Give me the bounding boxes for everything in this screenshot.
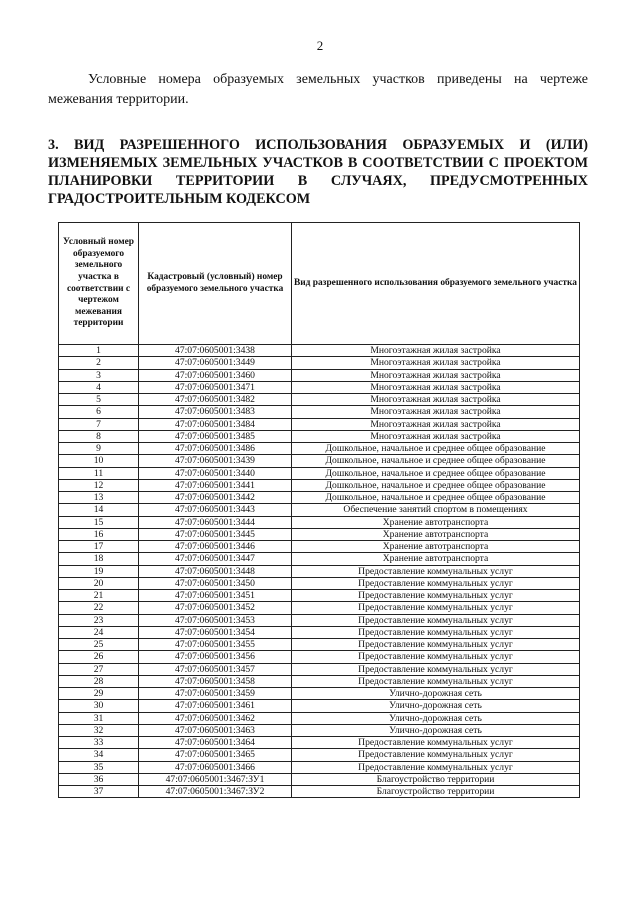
header-permitted-use: Вид разрешенного использования образуемого земельного участка xyxy=(292,223,580,345)
permitted-use-cell: Хранение автотранспорта xyxy=(292,516,580,528)
table-row xyxy=(59,602,580,614)
permitted-use-cell: Многоэтажная жилая застройка xyxy=(292,406,580,418)
parcel-number-cell: 21 xyxy=(59,590,139,602)
permitted-use-cell: Обеспечение занятий спортом в помещениях xyxy=(292,504,580,516)
permitted-use-cell: Улично-дорожная сеть xyxy=(292,700,580,712)
table-row xyxy=(59,381,580,393)
parcel-number-cell: 33 xyxy=(59,737,139,749)
table-row xyxy=(59,394,580,406)
parcel-number-cell: 19 xyxy=(59,565,139,577)
permitted-use-cell: Хранение автотранспорта xyxy=(292,553,580,565)
permitted-use-cell: Дошкольное, начальное и среднее общее образование xyxy=(292,443,580,455)
cadastral-number-cell: 47:07:0605001:3452 xyxy=(139,602,292,614)
parcel-number-cell: 5 xyxy=(59,394,139,406)
table-header-row xyxy=(59,223,580,345)
table-row xyxy=(59,663,580,675)
parcel-number-cell: 30 xyxy=(59,700,139,712)
cadastral-number-cell: 47:07:0605001:3458 xyxy=(139,675,292,687)
table-row xyxy=(59,455,580,467)
cadastral-number-cell: 47:07:0605001:3455 xyxy=(139,639,292,651)
cadastral-number-cell: 47:07:0605001:3445 xyxy=(139,528,292,540)
parcel-number-cell: 9 xyxy=(59,443,139,455)
cadastral-number-cell: 47:07:0605001:3460 xyxy=(139,369,292,381)
parcel-number-cell: 27 xyxy=(59,663,139,675)
table-row xyxy=(59,479,580,491)
permitted-use-cell: Предоставление коммунальных услуг xyxy=(292,577,580,589)
parcel-number-cell: 8 xyxy=(59,430,139,442)
table-row xyxy=(59,651,580,663)
table-row xyxy=(59,369,580,381)
page-number: 2 xyxy=(316,38,324,53)
cadastral-number-cell: 47:07:0605001:3441 xyxy=(139,479,292,491)
cadastral-number-cell: 47:07:0605001:3461 xyxy=(139,700,292,712)
table-row xyxy=(59,749,580,761)
permitted-use-cell: Хранение автотранспорта xyxy=(292,541,580,553)
permitted-use-cell: Предоставление коммунальных услуг xyxy=(292,663,580,675)
table-row xyxy=(59,528,580,540)
permitted-use-cell: Дошкольное, начальное и среднее общее образование xyxy=(292,492,580,504)
table-row xyxy=(59,773,580,785)
header-cadastral-number: Кадастровый (условный) номер образуемого земельного участка xyxy=(139,223,292,345)
table-row xyxy=(59,737,580,749)
parcel-number-cell: 17 xyxy=(59,541,139,553)
table-row xyxy=(59,675,580,687)
parcel-number-cell: 28 xyxy=(59,675,139,687)
permitted-use-cell: Дошкольное, начальное и среднее общее образование xyxy=(292,467,580,479)
permitted-use-cell: Многоэтажная жилая застройка xyxy=(292,430,580,442)
table-row xyxy=(59,467,580,479)
parcel-number-cell: 16 xyxy=(59,528,139,540)
cadastral-number-cell: 47:07:0605001:3447 xyxy=(139,553,292,565)
parcel-number-cell: 13 xyxy=(59,492,139,504)
table-row xyxy=(59,590,580,602)
cadastral-number-cell: 47:07:0605001:3450 xyxy=(139,577,292,589)
parcel-number-cell: 23 xyxy=(59,614,139,626)
intro-paragraph: Условные номера образуемых земельных участков приведены на чертеже межевания территории. xyxy=(48,72,588,107)
permitted-use-cell: Предоставление коммунальных услуг xyxy=(292,651,580,663)
parcel-number-cell: 4 xyxy=(59,381,139,393)
permitted-use-cell: Улично-дорожная сеть xyxy=(292,688,580,700)
parcel-number-cell: 25 xyxy=(59,639,139,651)
parcel-number-cell: 36 xyxy=(59,773,139,785)
cadastral-number-cell: 47:07:0605001:3438 xyxy=(139,345,292,357)
cadastral-number-cell: 47:07:0605001:3444 xyxy=(139,516,292,528)
permitted-use-cell: Предоставление коммунальных услуг xyxy=(292,590,580,602)
permitted-use-cell: Многоэтажная жилая застройка xyxy=(292,381,580,393)
parcel-number-cell: 11 xyxy=(59,467,139,479)
table-row xyxy=(59,639,580,651)
cadastral-number-cell: 47:07:0605001:3484 xyxy=(139,418,292,430)
permitted-use-cell: Дошкольное, начальное и среднее общее образование xyxy=(292,455,580,467)
permitted-use-cell: Предоставление коммунальных услуг xyxy=(292,761,580,773)
table-row xyxy=(59,492,580,504)
permitted-use-cell: Многоэтажная жилая застройка xyxy=(292,369,580,381)
section-heading: 3. ВИД РАЗРЕШЕННОГО ИСПОЛЬЗОВАНИЯ ОБРАЗУЕМЫХ И (ИЛИ) ИЗМЕНЯЕМЫХ ЗЕМЕЛЬНЫХ УЧАСТКОВ В СООТВЕТСТВИИ С ПРОЕКТОМ ПЛАНИРОВКИ ТЕРРИТОРИИ В СЛУЧАЯХ, ПРЕДУСМОТРЕННЫХ ГРАДОСТРОИТЕЛЬНЫМ КОДЕКСОМ xyxy=(48,137,588,207)
table-row xyxy=(59,553,580,565)
table-row xyxy=(59,541,580,553)
permitted-use-cell: Хранение автотранспорта xyxy=(292,528,580,540)
permitted-use-cell: Предоставление коммунальных услуг xyxy=(292,614,580,626)
permitted-use-cell: Благоустройство территории xyxy=(292,786,580,798)
table-row xyxy=(59,626,580,638)
cadastral-number-cell: 47:07:0605001:3482 xyxy=(139,394,292,406)
permitted-use-cell: Улично-дорожная сеть xyxy=(292,712,580,724)
parcel-number-cell: 14 xyxy=(59,504,139,516)
cadastral-number-cell: 47:07:0605001:3456 xyxy=(139,651,292,663)
parcel-number-cell: 26 xyxy=(59,651,139,663)
cadastral-number-cell: 47:07:0605001:3467:ЗУ1 xyxy=(139,773,292,785)
table-row xyxy=(59,786,580,798)
table-row xyxy=(59,577,580,589)
cadastral-number-cell: 47:07:0605001:3459 xyxy=(139,688,292,700)
table-row xyxy=(59,724,580,736)
cadastral-number-cell: 47:07:0605001:3486 xyxy=(139,443,292,455)
cadastral-number-cell: 47:07:0605001:3448 xyxy=(139,565,292,577)
permitted-use-cell: Благоустройство территории xyxy=(292,773,580,785)
cadastral-number-cell: 47:07:0605001:3454 xyxy=(139,626,292,638)
cadastral-number-cell: 47:07:0605001:3485 xyxy=(139,430,292,442)
parcel-number-cell: 20 xyxy=(59,577,139,589)
table-row xyxy=(59,688,580,700)
parcel-number-cell: 29 xyxy=(59,688,139,700)
table-row xyxy=(59,761,580,773)
permitted-use-cell: Многоэтажная жилая застройка xyxy=(292,394,580,406)
cadastral-number-cell: 47:07:0605001:3465 xyxy=(139,749,292,761)
table-row xyxy=(59,418,580,430)
parcel-number-cell: 24 xyxy=(59,626,139,638)
permitted-use-cell: Предоставление коммунальных услуг xyxy=(292,749,580,761)
permitted-use-cell: Многоэтажная жилая застройка xyxy=(292,357,580,369)
cadastral-number-cell: 47:07:0605001:3453 xyxy=(139,614,292,626)
table-row xyxy=(59,357,580,369)
parcel-number-cell: 3 xyxy=(59,369,139,381)
table-row xyxy=(59,443,580,455)
table-row xyxy=(59,504,580,516)
parcel-number-cell: 22 xyxy=(59,602,139,614)
table-row xyxy=(59,345,580,357)
table-row xyxy=(59,430,580,442)
cadastral-number-cell: 47:07:0605001:3464 xyxy=(139,737,292,749)
table-row xyxy=(59,565,580,577)
cadastral-number-cell: 47:07:0605001:3471 xyxy=(139,381,292,393)
permitted-use-cell: Дошкольное, начальное и среднее общее образование xyxy=(292,479,580,491)
parcel-number-cell: 34 xyxy=(59,749,139,761)
cadastral-number-cell: 47:07:0605001:3449 xyxy=(139,357,292,369)
permitted-use-cell: Улично-дорожная сеть xyxy=(292,724,580,736)
parcel-number-cell: 35 xyxy=(59,761,139,773)
parcel-number-cell: 1 xyxy=(59,345,139,357)
permitted-use-cell: Предоставление коммунальных услуг xyxy=(292,602,580,614)
parcel-number-cell: 31 xyxy=(59,712,139,724)
cadastral-number-cell: 47:07:0605001:3466 xyxy=(139,761,292,773)
cadastral-number-cell: 47:07:0605001:3457 xyxy=(139,663,292,675)
permitted-use-cell: Предоставление коммунальных услуг xyxy=(292,626,580,638)
table-row xyxy=(59,406,580,418)
parcel-number-cell: 6 xyxy=(59,406,139,418)
cadastral-number-cell: 47:07:0605001:3446 xyxy=(139,541,292,553)
parcel-number-cell: 2 xyxy=(59,357,139,369)
permitted-use-cell: Предоставление коммунальных услуг xyxy=(292,737,580,749)
cadastral-number-cell: 47:07:0605001:3463 xyxy=(139,724,292,736)
cadastral-number-cell: 47:07:0605001:3439 xyxy=(139,455,292,467)
parcel-number-cell: 37 xyxy=(59,786,139,798)
cadastral-number-cell: 47:07:0605001:3443 xyxy=(139,504,292,516)
header-parcel-number: Условный номер образуемого земельного участка в соответствии с чертежом межевания территории xyxy=(59,223,139,345)
cadastral-number-cell: 47:07:0605001:3462 xyxy=(139,712,292,724)
cadastral-number-cell: 47:07:0605001:3451 xyxy=(139,590,292,602)
permitted-use-cell: Предоставление коммунальных услуг xyxy=(292,565,580,577)
parcels-table xyxy=(58,222,580,798)
table-row xyxy=(59,614,580,626)
permitted-use-cell: Предоставление коммунальных услуг xyxy=(292,675,580,687)
permitted-use-cell: Многоэтажная жилая застройка xyxy=(292,345,580,357)
permitted-use-cell: Многоэтажная жилая застройка xyxy=(292,418,580,430)
parcel-number-cell: 15 xyxy=(59,516,139,528)
permitted-use-cell: Предоставление коммунальных услуг xyxy=(292,639,580,651)
parcel-number-cell: 12 xyxy=(59,479,139,491)
parcel-number-cell: 18 xyxy=(59,553,139,565)
table-row xyxy=(59,712,580,724)
parcel-number-cell: 7 xyxy=(59,418,139,430)
cadastral-number-cell: 47:07:0605001:3440 xyxy=(139,467,292,479)
table-row xyxy=(59,700,580,712)
parcel-number-cell: 10 xyxy=(59,455,139,467)
cadastral-number-cell: 47:07:0605001:3483 xyxy=(139,406,292,418)
parcel-number-cell: 32 xyxy=(59,724,139,736)
cadastral-number-cell: 47:07:0605001:3467:ЗУ2 xyxy=(139,786,292,798)
cadastral-number-cell: 47:07:0605001:3442 xyxy=(139,492,292,504)
table-row xyxy=(59,516,580,528)
